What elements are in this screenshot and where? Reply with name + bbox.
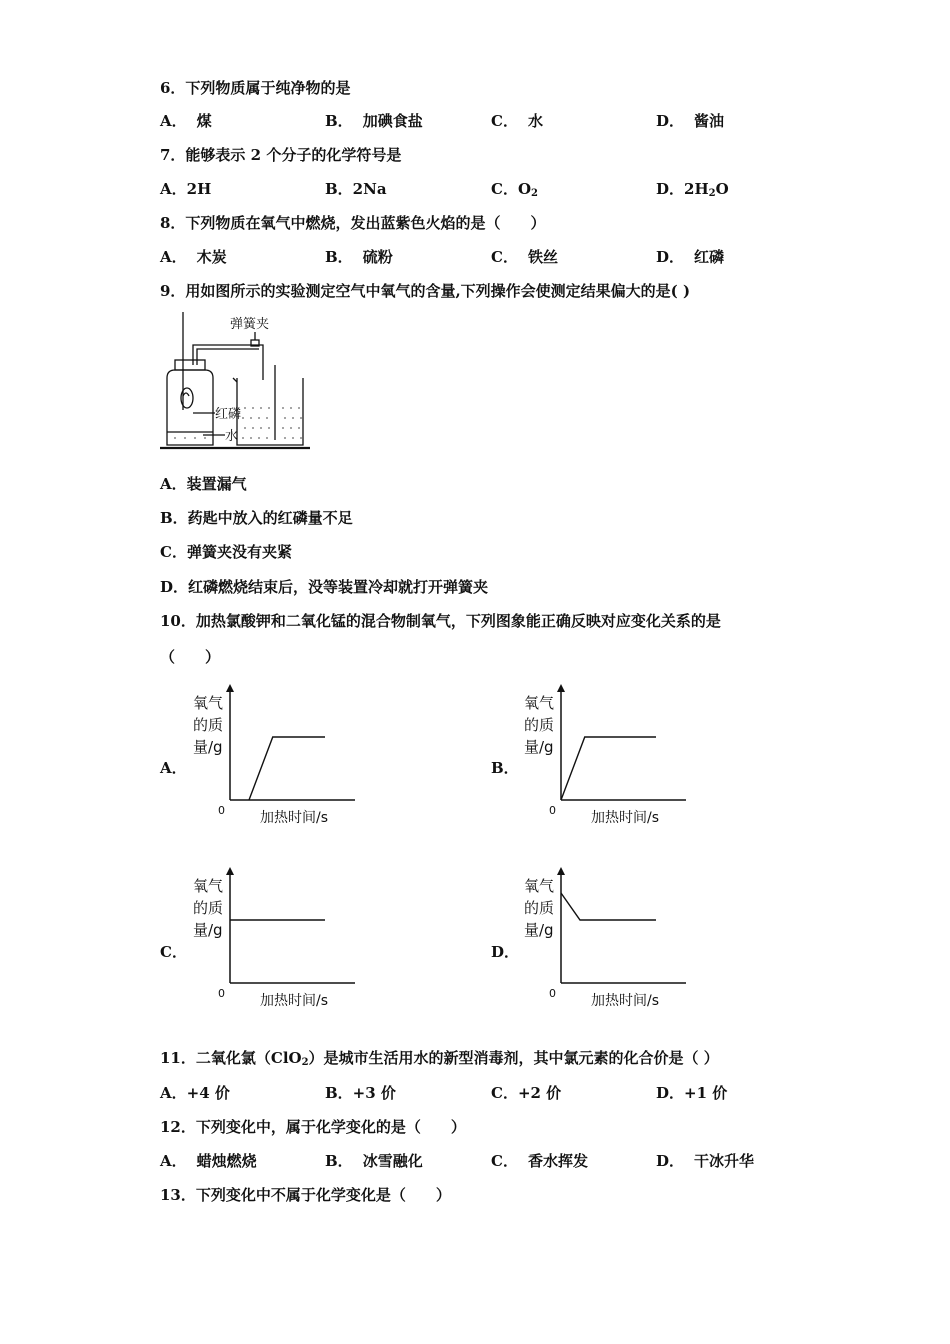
option-key: D． [656,112,685,130]
graph-c-label[interactable]: C． [160,943,187,961]
y-axis-label-line: 氧气 [193,877,224,895]
q8-option-b[interactable] [325,247,393,267]
q7-option-a[interactable]: A．2H [160,180,212,198]
origin-label: 0 [218,804,225,817]
option-key: A． [160,1152,187,1170]
oxygen-mass-line [561,893,656,920]
q12-option-d[interactable] [656,1151,754,1171]
q7-option-c[interactable] [491,179,538,204]
graph-a [185,682,355,827]
option-key: C． [491,1152,518,1170]
q8-option-a[interactable] [160,247,227,267]
option-text: 硫粉 [362,248,393,266]
option-text: O [715,180,729,198]
option-text: C．O [491,180,532,198]
y-axis-label-line: 氧气 [524,694,555,712]
graph-c [185,865,355,1010]
y-axis-label-line: 量/g [193,738,223,756]
q12-option-c[interactable] [491,1151,588,1171]
graph-b [516,682,686,827]
subscript: 2 [708,188,716,199]
option-text: D．2H [656,180,709,198]
q6-option-b[interactable] [325,111,423,131]
y-axis-arrow-icon [226,684,234,692]
origin-label: 0 [549,987,556,1000]
question-10-paren: （ ） [160,648,221,666]
stem-text: ）是城市生活用水的新型消毒剂，其中氯元素的化合价是（ ） [308,1049,719,1067]
question-8-stem: 8．下列物质在氧气中燃烧，发出蓝紫色火焰的是（ ） [160,214,546,232]
stem-text: 11．二氧化氯（ClO [160,1049,302,1067]
q6-option-c[interactable] [491,111,543,131]
q11-option-a[interactable]: A．+4 价 [160,1084,230,1102]
option-text: 铁丝 [527,248,558,266]
subscript: 2 [301,1057,309,1068]
phosphorus-label: 红磷 [215,407,242,422]
option-key: D． [656,248,685,266]
q11-option-b[interactable]: B．+3 价 [325,1084,396,1102]
q11-option-c[interactable]: C．+2 价 [491,1084,562,1102]
option-text: 红磷 [694,248,725,266]
graph-d [516,865,686,1010]
option-key: C． [491,248,518,266]
question-10-stem: 10．加热氯酸钾和二氧化锰的混合物制氧气，下列图象能正确反映对应变化关系的是 [160,612,721,630]
q9-option-a[interactable]: A．装置漏气 [160,475,247,493]
y-axis-label-line: 的质 [193,899,224,917]
y-axis-label-line: 的质 [193,716,224,734]
connecting-tube [193,345,263,365]
y-axis-label-line: 的质 [524,716,555,734]
q7-option-d[interactable] [656,179,729,204]
q9-option-c[interactable]: C．弹簧夹没有夹紧 [160,543,292,561]
option-text: 水 [527,112,543,130]
q11-option-d[interactable]: D．+1 价 [656,1084,728,1102]
option-text: 蜡烛燃烧 [196,1152,257,1170]
origin-label: 0 [218,987,225,1000]
y-axis-label-line: 量/g [524,738,554,756]
option-text: 冰雪融化 [362,1152,423,1170]
origin-label: 0 [549,804,556,817]
y-axis-label-line: 氧气 [524,877,555,895]
q8-option-c[interactable] [491,247,558,267]
beaker [237,378,303,445]
option-text: 酱油 [694,112,725,130]
q12-option-b[interactable] [325,1151,423,1171]
subscript: 2 [531,188,538,199]
apparatus-diagram [155,310,315,455]
option-text: 香水挥发 [527,1152,588,1170]
q6-option-d[interactable] [656,111,724,131]
q9-option-b[interactable]: B．药匙中放入的红磷量不足 [160,509,353,527]
x-axis-label: 加热时间/s [260,810,329,826]
water-label: 水 [225,429,239,444]
question-11-stem [160,1048,719,1073]
y-axis-label-line: 量/g [524,921,554,939]
q6-option-a[interactable] [160,111,212,131]
graph-d-label[interactable]: D． [491,943,520,961]
q12-option-a[interactable] [160,1151,257,1171]
y-axis-arrow-icon [226,867,234,875]
q7-option-b[interactable]: B．2Na [325,180,387,198]
question-13-stem: 13．下列变化中不属于化学变化是（ ） [160,1186,451,1204]
x-axis-label: 加热时间/s [260,993,329,1009]
oxygen-mass-line [561,737,656,800]
option-key: B． [325,248,353,266]
y-axis-label-line: 的质 [524,899,555,917]
option-text: 木炭 [196,248,227,266]
oxygen-mass-line [249,737,325,800]
bottle-stopper [175,360,205,370]
option-text: 加碘食盐 [362,112,423,130]
graph-b-label[interactable]: B． [491,759,519,777]
question-6-stem: 6．下列物质属于纯净物的是 [160,79,351,97]
option-key: A． [160,248,187,266]
option-key: A． [160,112,187,130]
option-text: 干冰升华 [694,1152,755,1170]
question-7-stem: 7．能够表示 2 个分子的化学符号是 [160,146,402,164]
question-9-stem: 9．用如图所示的实验测定空气中氧气的含量,下列操作会使测定结果偏大的是( ) [160,282,691,300]
y-axis-label-line: 氧气 [193,694,224,712]
question-12-stem: 12．下列变化中，属于化学变化的是（ ） [160,1118,466,1136]
y-axis-label-line: 量/g [193,921,223,939]
x-axis-label: 加热时间/s [591,810,660,826]
option-key: B． [325,1152,353,1170]
y-axis-arrow-icon [557,867,565,875]
y-axis-arrow-icon [557,684,565,692]
q8-option-d[interactable] [656,247,724,267]
option-text: 煤 [196,112,212,130]
graph-a-label[interactable]: A． [160,759,187,777]
x-axis-label: 加热时间/s [591,993,660,1009]
option-key: B． [325,112,353,130]
q9-option-d[interactable]: D．红磷燃烧结束后，没等装置冷却就打开弹簧夹 [160,578,489,596]
option-key: D． [656,1152,685,1170]
clip-label: 弹簧夹 [230,317,270,332]
option-key: C． [491,112,518,130]
